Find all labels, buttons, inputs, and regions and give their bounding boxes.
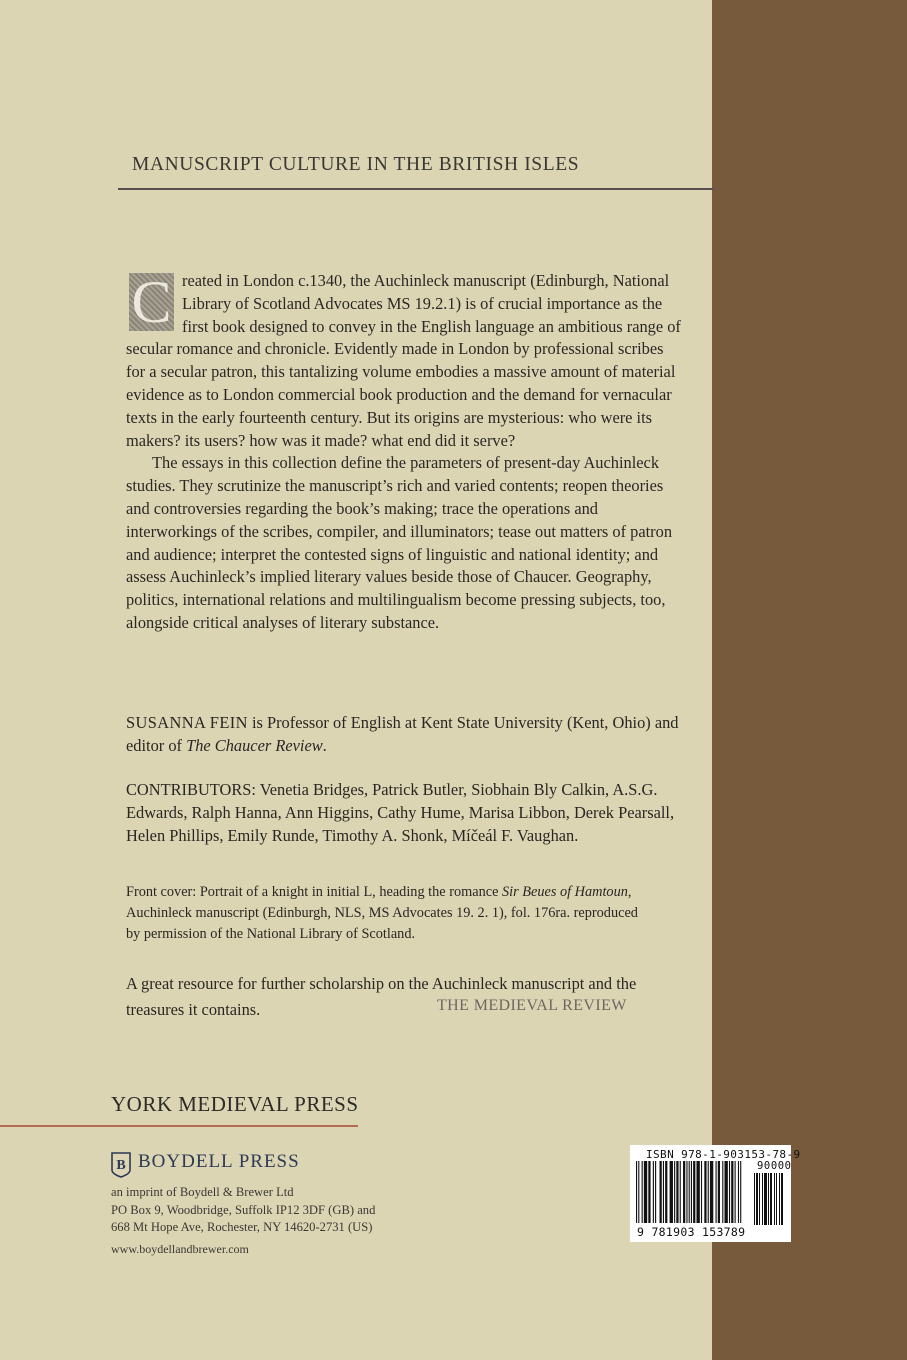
boydell-logo-icon [111, 1152, 131, 1178]
cover-credit-end: , Auchinleck manuscript (Edinburgh, NLS, MS Advocates 19. 2. 1), fol. 176ra. reproduced by permission of the National Library of Scotland. [126, 884, 638, 943]
barcode-bar [663, 1161, 664, 1223]
author-bio-end: . [322, 735, 327, 755]
barcode-bar [735, 1161, 736, 1223]
barcode-bar [665, 1161, 667, 1223]
barcode-bar [686, 1161, 687, 1223]
barcode-bar [655, 1161, 656, 1223]
barcode-bar [716, 1161, 717, 1223]
imprint-divider [0, 1125, 358, 1127]
addon-barcode [754, 1173, 786, 1235]
barcode-bar [638, 1161, 639, 1223]
barcode-bar [722, 1161, 723, 1223]
paragraph-1-text: reated in London c.1340, the Auchinleck manuscript (Edinburgh, National Library of Scotland Advocates MS 19.2.1) is of crucial importance as the first book designed to convey in the English language an ambitious range of secular romance and chronicle. Evidently made in London by professional scribes for a secular patron, this tantalizing volume embodies a massive amount of material evidence as to London commercial book production and the demand for vernacular texts in the early fourteenth century. But its origins are mysterious: who were its makers? its users? how was it made? what end did it serve? [126, 271, 681, 450]
logo-letter: B [116, 1158, 126, 1173]
author-bio-text: is Professor of English at Kent State University (Kent, Ohio) and editor of [126, 713, 679, 755]
review-quote: A great resource for further scholarship on the Auchinleck manuscript and the treasures it contains. [126, 974, 637, 1019]
romance-title: Sir Beues of Hamtoun [502, 884, 628, 900]
description-paragraph-2: The essays in this collection define the parameters of present-day Auchinleck studies. They scrutinize the manuscript’s rich and varied contents; reopen theories and controversies regarding the book’s making; trace the operations and interworkings of the scribes, compiler, and illuminators; tease out matters of patron and audience; interpret the contested signs of linguistic and national identity; and assess Auchinleck’s implied literary values beside those of Chaucer. Geography, politics, international relations and multilingualism become pressing subjects, too, alongside critical analyses of literary substance. [126, 453, 673, 632]
barcode-bar [680, 1161, 681, 1223]
barcode-bar [779, 1173, 780, 1225]
author-name: SUSANNA FEIN [126, 713, 248, 732]
barcode-bar [738, 1161, 739, 1223]
review-source: THE MEDIEVAL REVIEW [437, 997, 627, 1014]
barcode-bar [670, 1161, 673, 1223]
journal-title: The Chaucer Review [186, 735, 323, 755]
barcode-bar [676, 1161, 678, 1223]
barcode-addon-number: 90000 [757, 1160, 792, 1172]
barcode-bar [756, 1173, 758, 1225]
barcode-bar [724, 1161, 727, 1223]
cover-credit [126, 882, 646, 946]
barcode-bar [762, 1173, 763, 1225]
barcode-bar [704, 1161, 706, 1223]
barcode-bar [696, 1161, 699, 1223]
barcode-bar [754, 1173, 755, 1225]
barcode-bar [718, 1161, 720, 1223]
barcode-bar [768, 1173, 769, 1225]
barcode-bar [683, 1161, 685, 1223]
barcode-bar [781, 1173, 783, 1225]
contributors-list: CONTRIBUTORS: Venetia Bridges, Patrick Butler, Siobhain Bly Calkin, A.S.G. Edwards, Ralph Hanna, Ann Higgins, Cathy Hume, Marisa Libbon, Derek Pearsall, Helen Phillips, Emily Runde, Timothy A. Shonk, Míčeál F. Vaughan. [126, 780, 675, 845]
barcode-bar [708, 1161, 709, 1223]
barcode-bar [691, 1161, 692, 1223]
barcode-bar [740, 1161, 741, 1223]
drop-cap-initial: C [129, 273, 174, 331]
barcode-bar [693, 1161, 695, 1223]
barcode-bar [770, 1173, 772, 1225]
imprint-name: YORK MEDIEVAL PRESS [111, 1092, 359, 1116]
barcode-bar [636, 1161, 637, 1223]
author-bio [126, 712, 686, 758]
address-line: PO Box 9, Woodbridge, Suffolk IP12 3DF (GB) and [111, 1202, 376, 1217]
barcode-bar [701, 1161, 702, 1223]
barcode-bar [764, 1173, 767, 1225]
description-paragraph-1 [126, 270, 686, 452]
barcode-bar [660, 1161, 662, 1223]
publisher-name: BOYDELL PRESS [138, 1151, 300, 1172]
barcode-bar [648, 1161, 650, 1223]
barcode-bar [759, 1173, 760, 1225]
barcode-bar [644, 1161, 647, 1223]
cover-credit-text: Front cover: Portrait of a knight in initial L, heading the romance [126, 884, 502, 900]
isbn-label: ISBN 978-1-903153-78-9 [646, 1148, 801, 1161]
book-description [126, 270, 686, 635]
barcode-digits: 9 781903 153789 [637, 1225, 746, 1239]
barcode-bar [674, 1161, 675, 1223]
barcode-bar [776, 1173, 777, 1225]
barcode-bar [774, 1173, 775, 1225]
ean-barcode [636, 1161, 750, 1235]
publisher-address [111, 1184, 375, 1237]
address-line: an imprint of Boydell & Brewer Ltd [111, 1185, 294, 1199]
series-title: MANUSCRIPT CULTURE IN THE BRITISH ISLES [132, 154, 580, 175]
address-line: 668 Mt Hope Ave, Rochester, NY 14620-2731 (US) [111, 1220, 373, 1234]
publisher-website: www.boydellandbrewer.com [111, 1242, 249, 1256]
barcode-bar [689, 1161, 690, 1223]
barcode-bar [729, 1161, 730, 1223]
barcode-bar [731, 1161, 733, 1223]
barcode-bar [642, 1161, 643, 1223]
barcode-bar [710, 1161, 713, 1223]
barcode-bar [653, 1161, 654, 1223]
series-divider [118, 188, 714, 190]
